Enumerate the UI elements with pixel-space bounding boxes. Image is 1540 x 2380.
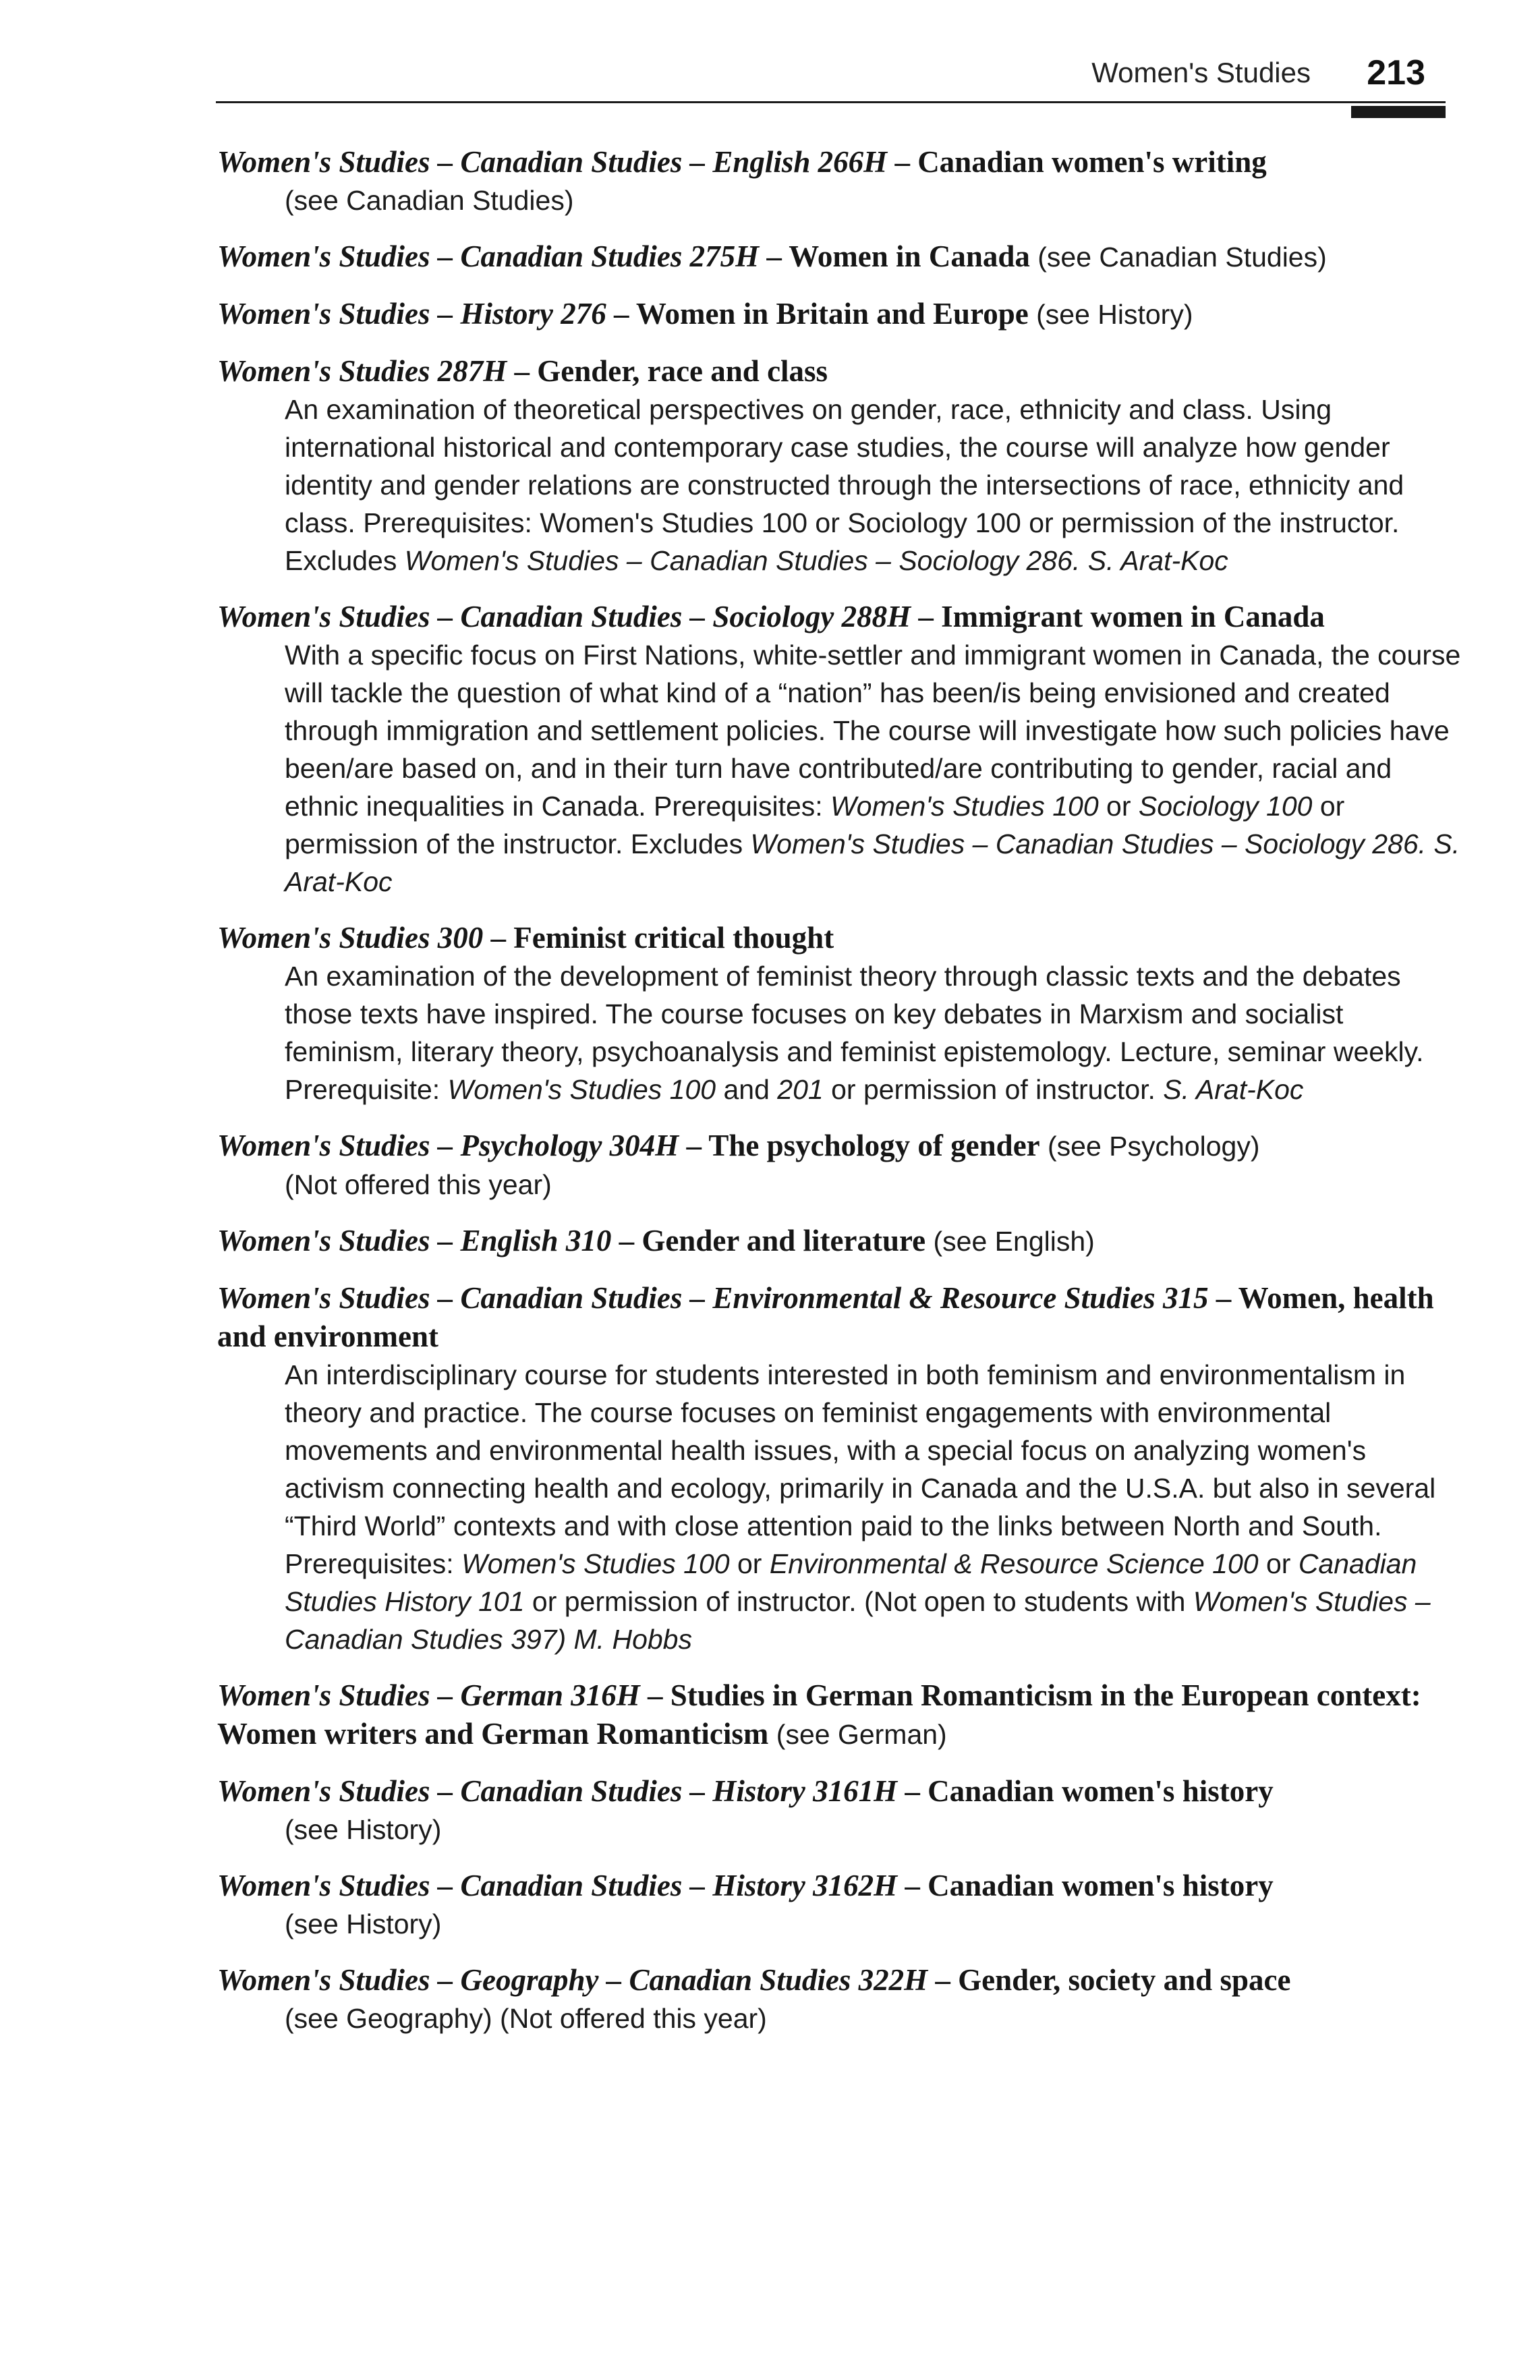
- cross-reference: (see History): [1028, 299, 1193, 330]
- description-text: (Not offered this year): [285, 1169, 552, 1200]
- description-italic: Women's Studies – Canadian Studies – Sociology 286. S. Arat-Koc: [404, 545, 1228, 576]
- description-text: or: [1258, 1548, 1299, 1579]
- course-heading: [217, 1279, 1465, 1356]
- description-text: or permission of the instructor. Excludes: [285, 791, 1345, 859]
- course-entry: [217, 1676, 1465, 1754]
- course-code: Women's Studies – Canadian Studies – History 3162H: [217, 1869, 898, 1902]
- course-entry: [217, 1772, 1465, 1848]
- course-description: [217, 1811, 1465, 1848]
- course-title: – Canadian women's history: [897, 1869, 1274, 1902]
- course-code: Women's Studies – German 316H: [217, 1678, 640, 1712]
- course-entry: [217, 237, 1465, 277]
- course-title: – Women, health and environment: [217, 1281, 1434, 1353]
- course-heading: [217, 143, 1465, 181]
- course-entry: [217, 1127, 1465, 1203]
- course-heading: [217, 1772, 1465, 1811]
- course-heading: [217, 1222, 1465, 1261]
- header-rule-tab: [1351, 106, 1446, 118]
- description-italic: Women's Studies 100: [447, 1074, 716, 1105]
- cross-reference: (see German): [768, 1719, 947, 1750]
- course-code: Women's Studies – Geography – Canadian Studies 322H: [217, 1963, 928, 1997]
- course-code: Women's Studies 287H: [217, 354, 507, 388]
- course-title: – Immigrant women in Canada: [911, 600, 1325, 633]
- course-title: – Studies in German Romanticism in the European context: Women writers and German Romanticism: [217, 1678, 1421, 1751]
- description-text: (see Geography) (Not offered this year): [285, 2003, 767, 2034]
- course-description: [217, 957, 1465, 1108]
- description-text: An examination of theoretical perspectives on gender, race, ethnicity and class. Using international historical and contemporary case studies, the course will analyze how gender identity and gender relations are constructed through the intersections of race, ethnicity and class. Prerequisites: Women's Studies 100 or Sociology 100 or permission of the instructor. Excludes: [285, 394, 1404, 576]
- description-italic: Environmental & Resource Science 100: [769, 1548, 1259, 1579]
- course-code: Women's Studies – Canadian Studies – History 3161H: [217, 1774, 898, 1808]
- course-title: – Gender, society and space: [928, 1963, 1291, 1997]
- course-heading: [217, 1867, 1465, 1905]
- running-header: [216, 53, 1446, 103]
- course-title: – Women in Canada: [759, 239, 1030, 273]
- course-list: [217, 143, 1465, 2056]
- course-entry: [217, 1961, 1465, 2037]
- course-description: [217, 1166, 1465, 1203]
- course-code: Women's Studies – Canadian Studies – Environmental & Resource Studies 315: [217, 1281, 1209, 1315]
- course-entry: [217, 1222, 1465, 1261]
- course-entry: [217, 919, 1465, 1108]
- course-title: – Women in Britain and Europe: [606, 297, 1029, 331]
- cross-reference: (see Psychology): [1039, 1131, 1260, 1162]
- description-italic: Women's Studies – Canadian Studies 397) M. Hobbs: [285, 1586, 1431, 1655]
- description-text: (see History): [285, 1814, 442, 1845]
- course-title: – Canadian women's history: [897, 1774, 1274, 1808]
- course-heading: [217, 1676, 1465, 1754]
- description-text: and: [716, 1074, 778, 1105]
- description-text: (see Canadian Studies): [285, 185, 574, 216]
- course-code: Women's Studies – Canadian Studies 275H: [217, 239, 760, 273]
- description-italic: 201: [777, 1074, 824, 1105]
- course-code: Women's Studies 300: [217, 921, 484, 955]
- course-description: [217, 636, 1465, 901]
- course-heading: [217, 352, 1465, 391]
- header-section-title: Women's Studies: [1091, 57, 1311, 88]
- course-heading: [217, 237, 1465, 277]
- course-code: Women's Studies – English 310: [217, 1224, 612, 1257]
- course-heading: [217, 1961, 1465, 2000]
- course-title: – The psychology of gender: [679, 1129, 1040, 1162]
- course-title: – Canadian women's writing: [887, 145, 1267, 179]
- description-text: An examination of the development of feminist theory through classic texts and the debates those texts have inspired. The course focuses on key debates in Marxism and socialist feminism, literary theory, psychoanalysis and feminist epistemology. Lecture, seminar weekly. Prerequisite:: [285, 961, 1424, 1105]
- course-description: [217, 2000, 1465, 2037]
- course-entry: [217, 598, 1465, 901]
- description-text: (see History): [285, 1908, 442, 1939]
- course-code: Women's Studies – History 276: [217, 297, 606, 331]
- course-entry: [217, 295, 1465, 334]
- description-italic: Women's Studies – Canadian Studies – Sociology 286. S. Arat-Koc: [285, 828, 1460, 897]
- course-entry: [217, 143, 1465, 219]
- course-heading: [217, 598, 1465, 636]
- course-heading: [217, 919, 1465, 957]
- page-number: 213: [1367, 53, 1425, 92]
- description-text: or: [1098, 791, 1139, 822]
- cross-reference: (see English): [925, 1226, 1095, 1257]
- course-entry: [217, 1867, 1465, 1943]
- course-heading: [217, 295, 1465, 334]
- cross-reference: (see Canadian Studies): [1029, 242, 1327, 273]
- description-italic: Sociology 100: [1138, 791, 1313, 822]
- description-text: or: [729, 1548, 770, 1579]
- course-entry: [217, 352, 1465, 579]
- description-italic: Women's Studies 100: [830, 791, 1099, 822]
- course-description: [217, 391, 1465, 579]
- course-code: Women's Studies – Psychology 304H: [217, 1129, 679, 1162]
- course-entry: [217, 1279, 1465, 1658]
- description-italic: Women's Studies 100: [461, 1548, 730, 1579]
- description-text: An interdisciplinary course for students interested in both feminism and environmentalism in theory and practice. The course focuses on feminist engagements with environmental movements and environmental health issues, with a special focus on analyzing women's activism connecting health and ecology, primarily in Canada and the U.S.A. but also in several “Third World” contexts and with close attention paid to the links between North and South. Prerequisites:: [285, 1359, 1436, 1579]
- course-heading: [217, 1127, 1465, 1166]
- course-description: [217, 1905, 1465, 1943]
- course-title: – Feminist critical thought: [483, 921, 834, 955]
- description-italic: Canadian Studies History 101: [285, 1548, 1417, 1617]
- course-title: – Gender and literature: [611, 1224, 926, 1257]
- course-description: [217, 181, 1465, 219]
- course-title: – Gender, race and class: [507, 354, 828, 388]
- course-code: Women's Studies – Canadian Studies – English 266H: [217, 145, 888, 179]
- description-text: or permission of instructor. (Not open to students with: [524, 1586, 1193, 1617]
- description-italic: S. Arat-Koc: [1163, 1074, 1304, 1105]
- description-text: or permission of instructor.: [823, 1074, 1164, 1105]
- course-code: Women's Studies – Canadian Studies – Sociology 288H: [217, 600, 911, 633]
- description-text: With a specific focus on First Nations, white-settler and immigrant women in Canada, the course will tackle the question of what kind of a “nation” has been/is being envisioned and created through immigration and settlement policies. The course will investigate how such policies have been/are based on, and in their turn have contributed/are contributing to gender, racial and ethnic inequalities in Canada. Prerequisites:: [285, 640, 1461, 822]
- course-description: [217, 1356, 1465, 1658]
